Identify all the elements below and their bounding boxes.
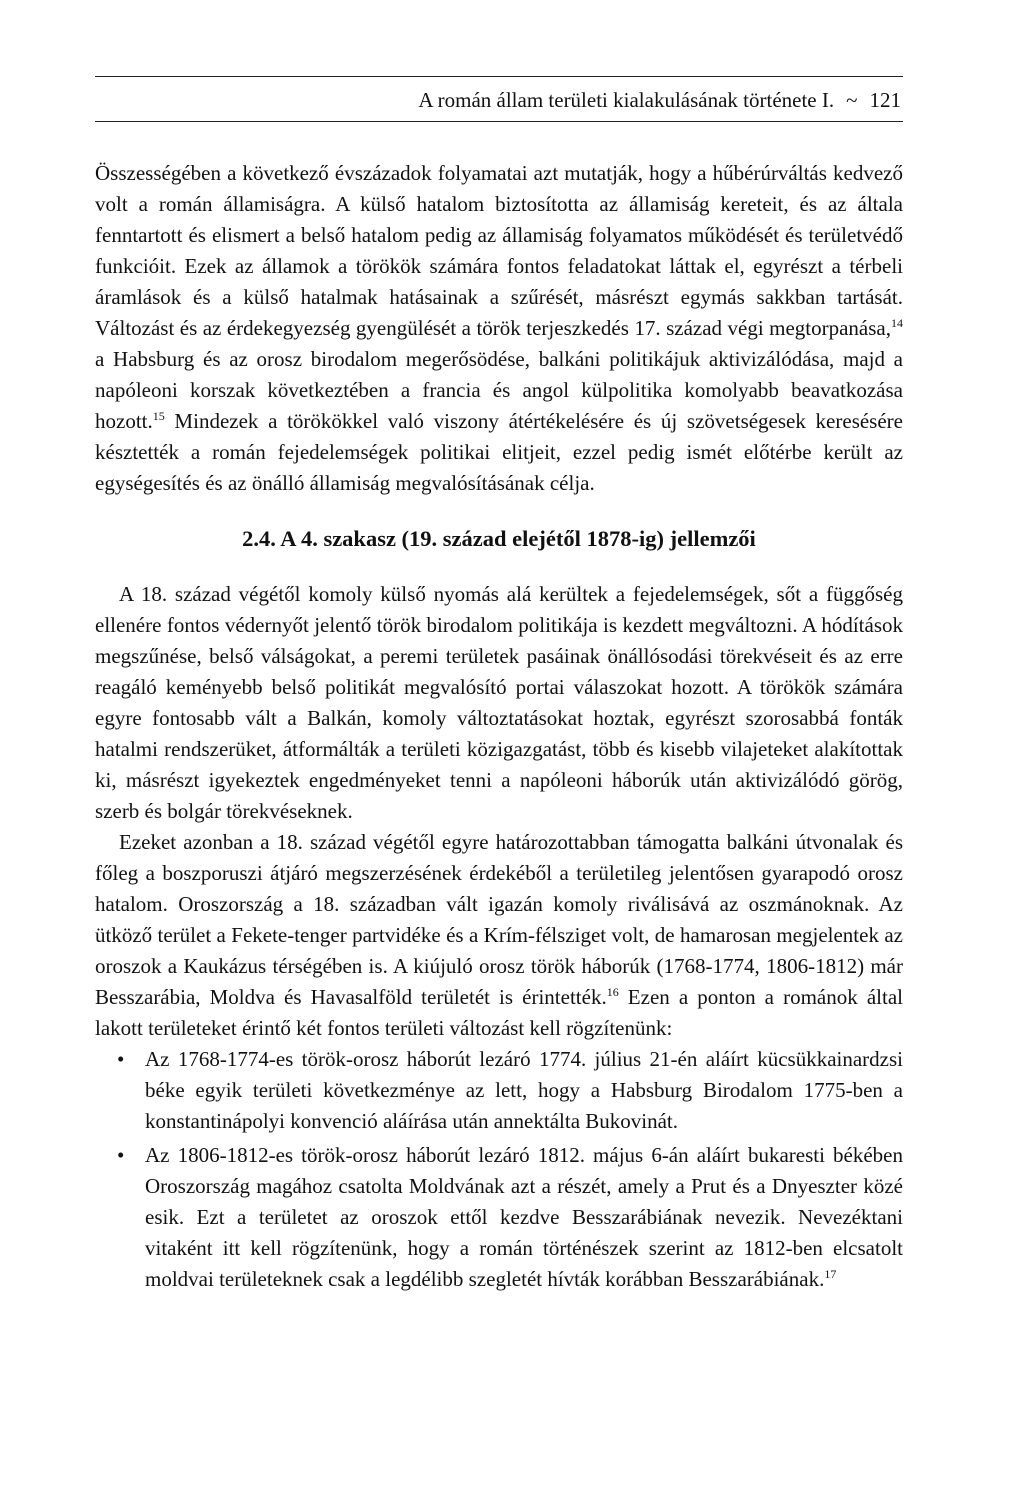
paragraph-3 [95,827,903,1044]
running-header [95,88,901,112]
paragraph-3-text-b: Ezen a ponton a románok által lakott területeket érintő két fontos területi változást kell rögzítenünk: [95,985,903,1040]
paragraph-2: A 18. század végétől komoly külső nyomás alá kerültek a fejedelemségek, sőt a függőség ellenére fontos védernyőt jelentő török birodalom politikája is kezdett megváltozni. A hódítások megszűnése, belső válságokat, a peremi területek pasáinak önállósodási törekvéseit és az erre reagáló keményebb belső politikát megvalósító portai válaszokat hozott. A törökök számára egyre fontosabb vált a Balkán, komoly változtatásokat hoztak, egyrészt szorosabbá fonták hatalmi rendszerüket, átformálták a területi közigazgatást, több és kisebb vilajeteket alakítottak ki, másrészt igyekeztek engedményeket tenni a napóleoni háborúk után aktivizálódó görög, szerb és bolgár törekvéseknek. [95,582,903,823]
book-page [95,0,903,1503]
paragraph-1-text-b: a Habsburg és az orosz birodalom megerősödése, balkáni politikájuk aktivizálódása, majd a napóleoni korszak következtében a francia és angol külpolitika komolyabb beavatkozása hozott. [95,347,903,433]
page-number: 121 [869,88,901,112]
header-rule-top [95,76,903,77]
running-title: A román állam területi kialakulásának története I. [418,88,835,112]
paragraph-3-text-a: Ezeket azonban a 18. század végétől egyre határozottabban támogatta balkáni útvonalak és főleg a boszporuszi átjáró megszerzésének érdekéből a területileg jelentősen gyarapodó orosz hatalom. Oroszország a 18. században vált igazán komoly riválisává az oszmánoknak. Az ütköző terület a Fekete-tenger partvidéke és a Krím-félsziget volt, de hamarosan megjelentek az oroszok a Kaukázus térségében is. A kiújuló orosz török háborúk (1768-1774, 1806-1812) már Besszarábia, Moldva és Havasalföld területét is érintették. [95,830,903,1009]
footnote-ref-14: 14 [891,316,903,330]
paragraph-1 [95,158,903,499]
header-separator: ~ [846,88,858,112]
footnote-ref-16: 16 [606,985,619,999]
paragraph-1-text-a: Összességében a következő évszázadok folyamatai azt mutatják, hogy a hűbérúrváltás kedvező volt a román államiságra. A külső hatalom biztosította az államiság kereteit, és az általa fenntartott és elismert a belső hatalom pedig az államiság folyamatos működését és területvédő funkcióit. Ezek az államok a törökök számára fontos feladatokat láttak el, egyrészt a térbeli áramlások és a külső hatalmak hatásainak a szűrését, másrészt egymás sakkban tartását. Változást és az érdekegyezség gyengülését a török terjeszkedés 17. század végi megtorpanása, [95,161,903,340]
header-rule-bottom [95,121,903,122]
bullet-icon: • [117,1047,125,1071]
bullet-item-text: Az 1806-1812-es török-orosz háborút lezáró 1812. május 6-án aláírt bukaresti békében Oroszország magához csatolta Moldvának azt a részét, amely a Prut és a Dnyeszter közé esik. Ezt a területet az oroszok ettől kezdve Besszarábiának nevezik. Nevezéktani vitaként itt kell rögzítenünk, hogy a román történészek szerint az 1812-ben elcsatolt moldvai területeknek csak a legdélibb szegletét hívták korábban Besszarábiának. [145,1143,903,1291]
section-heading: 2.4. A 4. szakasz (19. század elejétől 1878-ig) jellemzői [242,526,756,551]
bullet-item-text: Az 1768-1774-es török-orosz háborút lezáró 1774. július 21-én aláírt kücsükkainardzsi béke egyik területi következménye az lett, hogy a Habsburg Birodalom 1775-ben a konstantinápolyi konvenció aláírása után annektálta Bukovinát. [145,1047,903,1133]
paragraph-1-text-c: Mindezek a törökökkel való viszony átértékelésére és új szövetségesek keresésére késztették a román fejedelemségek politikai elitjeit, ezzel pedig ismét előtérbe került az egységesítés és az önálló államiság megvalósításának célja. [95,409,903,495]
bullet-item [95,1140,903,1295]
body-text [95,158,903,1298]
bullet-item [95,1044,903,1137]
bullet-list [95,1044,903,1295]
bullet-icon: • [117,1143,125,1167]
footnote-ref-17: 17 [824,1267,837,1281]
footnote-ref-15: 15 [152,409,165,423]
